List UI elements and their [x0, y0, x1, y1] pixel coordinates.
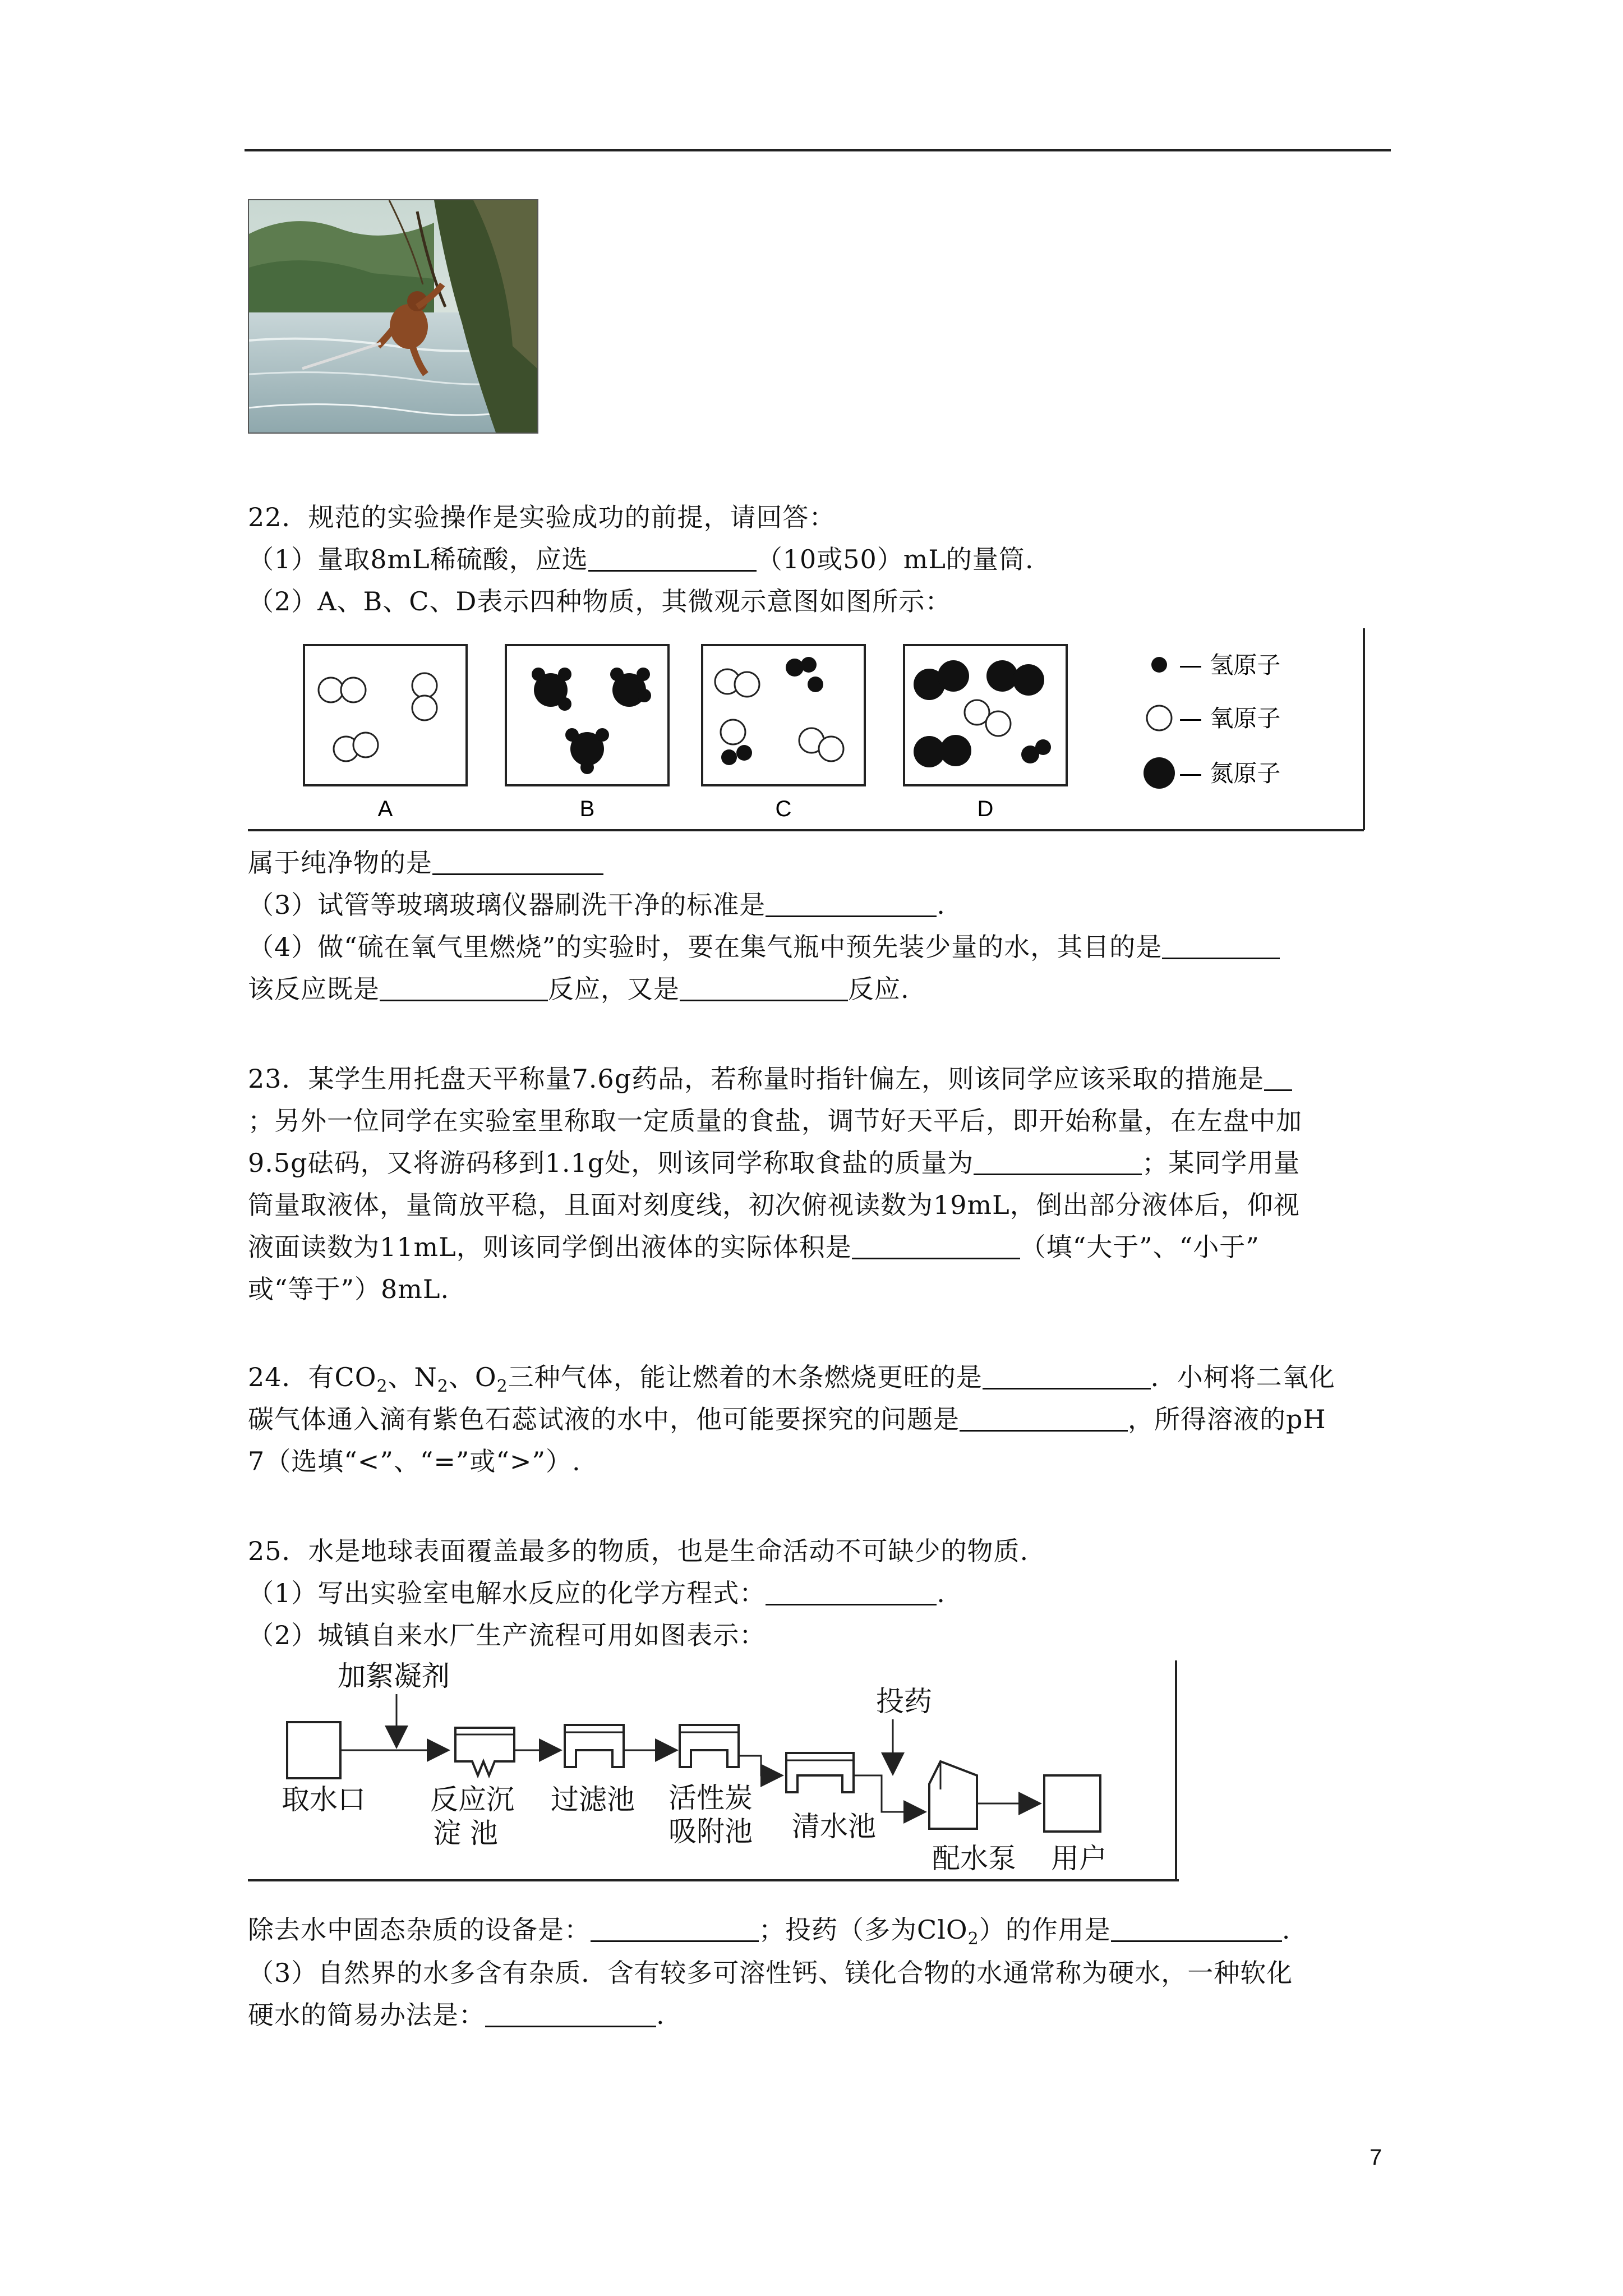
legend-hydrogen: — 氢原子 — [1179, 651, 1281, 679]
orangutan-photo — [248, 199, 538, 434]
settle-label-1: 反应沉 — [430, 1783, 514, 1816]
user-label: 用户 — [1051, 1842, 1107, 1875]
q23-line5: 液面读数为11mL，则该同学倒出液体的实际体积是 （填“大于”、“小于” — [248, 1232, 1260, 1262]
filter-label: 过滤池 — [551, 1783, 635, 1816]
q22-part3: （3）试管等玻璃玻璃仪器刷洗干净的标准是 . — [248, 890, 946, 920]
q25-solid: 除去水中固态杂质的设备是： ；投药（多为ClO$_2$）的作用是 . — [248, 1915, 1291, 1949]
answer-blank[interactable] — [485, 2001, 656, 2027]
q25-part3: （3）自然界的水多含有杂质．含有较多可溶性钙、镁化合物的水通常称为硬水，一种软化 — [248, 1958, 1293, 1988]
water-treatment-flowchart — [248, 1649, 1179, 1885]
q23-line3: 9.5g砝码，又将游码移到1.1g处，则该同学称取食盐的质量为 ；某同学用量 — [248, 1148, 1301, 1178]
page-number: 7 — [1370, 2145, 1382, 2170]
dosing-label: 投药 — [876, 1685, 932, 1718]
label-c: C — [775, 797, 792, 821]
carbon-label-2: 吸附池 — [668, 1815, 753, 1848]
legend-nitrogen-dot — [1144, 757, 1175, 789]
clear-label: 清水池 — [792, 1810, 876, 1843]
legend-oxygen: — 氧原子 — [1179, 705, 1281, 732]
q25-stem: 25．水是地球表面覆盖最多的物质，也是生命活动不可缺少的物质. — [248, 1536, 1029, 1566]
q22-stem: 22．规范的实验操作是实验成功的前提，请回答： — [248, 502, 836, 532]
box-a — [304, 645, 467, 785]
answer-blank[interactable] — [432, 849, 603, 875]
q22-part4: （4）做“硫在氧气里燃烧”的实验时，要在集气瓶中预先装少量的水，其目的是 — [248, 930, 1280, 964]
label-a: A — [377, 797, 393, 821]
q24-line1: 24．有$CO_2$、$N_2$、$O_2$三种气体，能让燃着的木条燃烧更旺的是 ．小柯将二氧化 — [248, 1362, 1335, 1397]
answer-blank[interactable] — [1264, 1065, 1292, 1091]
answer-blank[interactable] — [983, 1363, 1151, 1389]
label-b: B — [579, 797, 595, 821]
q22-part2: （2）A、B、C、D表示四种物质，其微观示意图如图所示： — [248, 586, 952, 616]
legend-oxygen-dot — [1147, 706, 1172, 730]
q24-line2: 碳气体通入滴有紫色石蕊试液的水中，他可能要探究的问题是 ，所得溶液的pH — [248, 1404, 1326, 1434]
q23-line6: 或“等于”）8mL. — [248, 1274, 450, 1304]
answer-blank[interactable] — [852, 1233, 1020, 1259]
pump-label: 配水泵 — [932, 1842, 1016, 1875]
answer-blank[interactable] — [1162, 933, 1280, 959]
label-d: D — [977, 797, 994, 821]
answer-blank[interactable] — [1111, 1916, 1282, 1942]
answer-blank[interactable] — [380, 975, 548, 1001]
q22-pure: 属于纯净物的是 — [248, 846, 603, 880]
q24-line3: 7（选填“<”、“=”或“>”）. — [248, 1446, 581, 1476]
q23-line1: 23．某学生用托盘天平称量7.6g药品，若称量时指针偏左，则该同学应该采取的措施是 — [248, 1062, 1292, 1096]
q22-part1: （1）量取8mL稀硫酸，应选 （10或50）mL的量筒. — [248, 544, 1034, 574]
molecule-diagram — [248, 623, 1370, 836]
answer-blank[interactable] — [960, 1405, 1128, 1432]
answer-blank[interactable] — [766, 1579, 937, 1605]
answer-blank[interactable] — [766, 891, 937, 917]
answer-blank[interactable] — [588, 545, 757, 572]
flocculant-label: 加絮凝剂 — [338, 1660, 450, 1692]
q25-part1: （1）写出实验室电解水反应的化学方程式： . — [248, 1578, 946, 1608]
q23-line4: 筒量取液体，量筒放平稳，且面对刻度线，初次俯视读数为19mL，倒出部分液体后，仰视 — [248, 1190, 1300, 1220]
q25-part3-cont: 硬水的简易办法是： . — [248, 2000, 665, 2030]
header-rule — [245, 149, 1391, 151]
answer-blank[interactable] — [680, 975, 848, 1001]
q25-part2: （2）城镇自来水厂生产流程可用如图表示： — [248, 1620, 766, 1650]
q23-line2: ；另外一位同学在实验室里称取一定质量的食盐，调节好天平后，即开始称量，在左盘中加 — [248, 1106, 1302, 1136]
q22-part4-cont: 该反应既是 反应，又是 反应. — [248, 974, 910, 1004]
carbon-label-1: 活性炭 — [668, 1782, 753, 1814]
settle-label-2: 淀 池 — [433, 1817, 498, 1849]
answer-blank[interactable] — [974, 1149, 1142, 1175]
answer-blank[interactable] — [591, 1916, 759, 1942]
legend-hydrogen-dot — [1151, 657, 1167, 673]
legend-nitrogen: — 氮原子 — [1179, 760, 1281, 787]
intake-label: 取水口 — [282, 1783, 366, 1816]
